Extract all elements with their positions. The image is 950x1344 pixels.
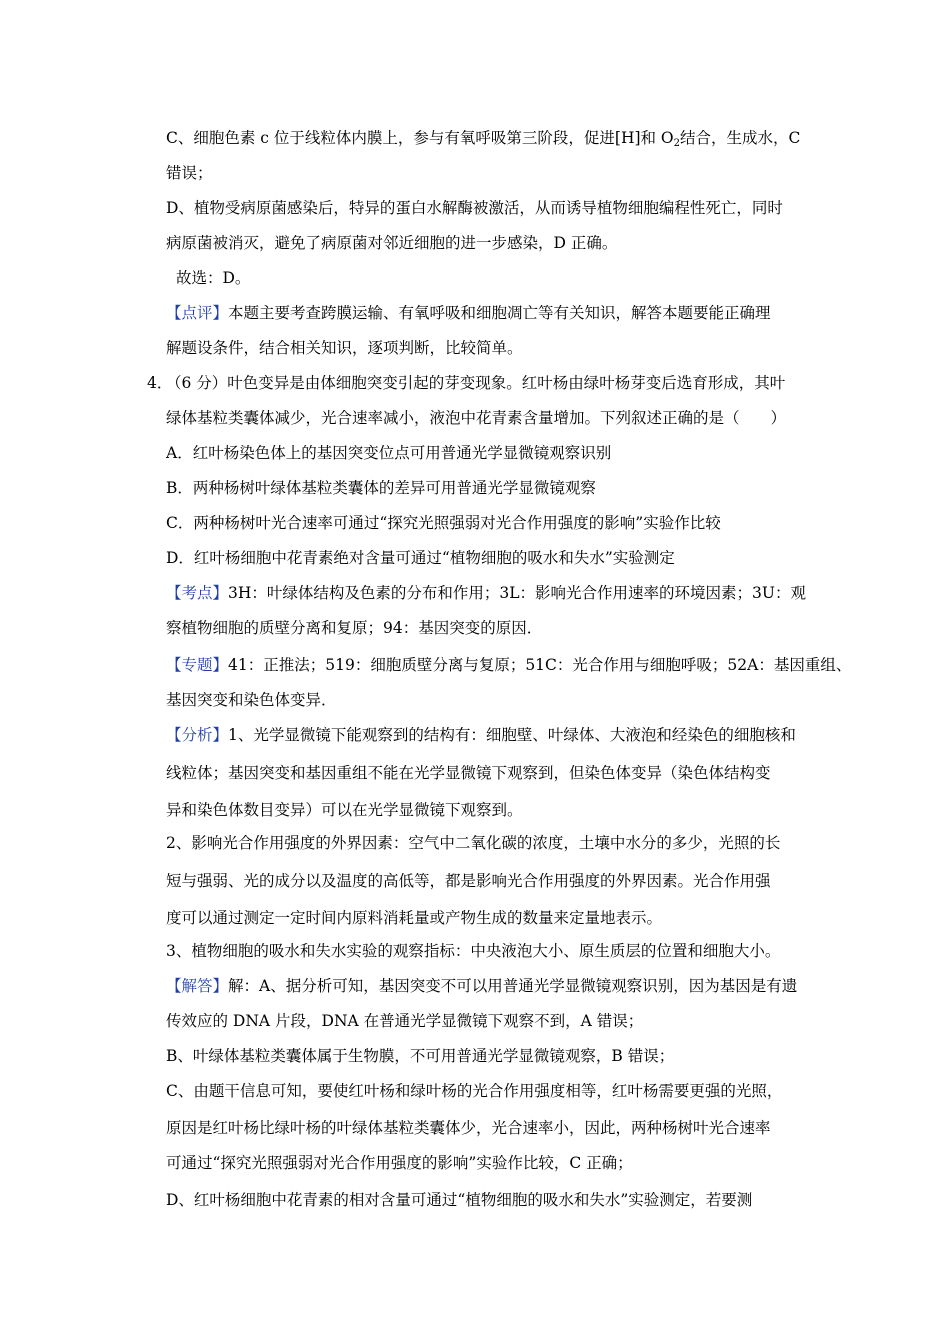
prev-option-c-line: C、细胞色素 c 位于线粒体内膜上，参与有氧呼吸第三阶段，促进[H]和 $O_2$结合，生成水，C: [166, 129, 801, 149]
fenxi-line-4: 2、影响光合作用强度的外界因素：空气中二氧化碳的浓度，土壤中水分的多少，光照的长: [166, 834, 781, 852]
zhuanti-line: 【专题】41：正推法；519：细胞质壁分离与复原；51C：光合作用与细胞呼吸；52A：基因重组、: [166, 656, 852, 674]
zhuanti-tag: 【专题】: [166, 656, 229, 674]
jieda-line-3: B、叶绿体基粒类囊体属于生物膜，不可用普通光学显微镜观察，B 错误；: [166, 1047, 675, 1065]
jieda-line-7: D、红叶杨细胞中花青素的相对含量可通过“植物细胞的吸水和失水”实验测定，若要测: [166, 1191, 753, 1209]
fenxi-line-7: 3、植物细胞的吸水和失水实验的观察指标：中央液泡大小、原生质层的位置和细胞大小。: [166, 942, 781, 960]
jieda-line-5: 原因是红叶杨比绿叶杨的叶绿体基粒类囊体少，光合速率小，因此，两种杨树叶光合速率: [166, 1119, 771, 1137]
kaodian-line: 【考点】3H：叶绿体结构及色素的分布和作用；3L：影响光合作用速率的环境因素；3U：观: [166, 584, 806, 602]
fenxi-line-6: 度可以通过测定一定时间内原料消耗量或产物生成的数量来定量地表示。: [166, 909, 663, 927]
jieda-tag: 【解答】: [166, 977, 229, 995]
prev-option-d-line: D、植物受病原菌感染后，特异的蛋白水解酶被激活，从而诱导植物细胞编程性死亡，同时: [166, 199, 783, 217]
subscript-2: 2: [673, 138, 681, 149]
option-a: A．红叶杨染色体上的基因突变位点可用普通光学显微镜观察识别: [166, 444, 612, 462]
kaodian-tag: 【考点】: [166, 584, 229, 602]
question-number: 4．: [147, 374, 173, 392]
prev-answer: 故选：D。: [176, 269, 251, 287]
jieda-line-6: 可通过“探究光照强弱对光合作用强度的影响”实验作比较，C 正确；: [166, 1154, 633, 1172]
jieda-line-2: 传效应的 DNA 片段，DNA 在普通光学显微镜下观察不到，A 错误；: [166, 1012, 644, 1030]
jieda-line: 【解答】解：A、据分析可知，基因突变不可以用普通光学显微镜观察识别，因为基因是有遗: [166, 977, 798, 995]
review-line-2: 解题设条件，结合相关知识，逐项判断，比较简单。: [166, 339, 523, 357]
question-stem: （6 分）叶色变异是由体细胞突变引起的芽变现象。红叶杨由绿叶杨芽变后选育形成，其叶: [166, 374, 786, 392]
fenxi-line-2: 线粒体；基因突变和基因重组不能在光学显微镜下观察到，但染色体变异（染色体结构变: [166, 764, 771, 782]
option-c: C．两种杨树叶光合速率可通过“探究光照强弱对光合作用强度的影响”实验作比较: [166, 514, 721, 532]
fenxi-tag: 【分析】: [166, 726, 229, 744]
prev-option-c-line-2: 错误；: [166, 164, 213, 182]
kaodian-line-2: 察植物细胞的质壁分离和复原；94：基因突变的原因．: [166, 619, 543, 637]
review-tag: 【点评】: [166, 304, 229, 322]
jieda-line-4: C、由题干信息可知，要使红叶杨和绿叶杨的光合作用强度相等，红叶杨需要更强的光照，: [166, 1082, 783, 1100]
prev-option-d-line-2: 病原菌被消灭，避免了病原菌对邻近细胞的进一步感染，D 正确。: [166, 234, 618, 252]
option-d: D．红叶杨细胞中花青素绝对含量可通过“植物细胞的吸水和失水”实验测定: [166, 549, 675, 567]
zhuanti-line-2: 基因突变和染色体变异．: [166, 691, 337, 709]
option-b: B．两种杨树叶绿体基粒类囊体的差异可用普通光学显微镜观察: [166, 479, 596, 497]
fenxi-line-3: 异和染色体数目变异）可以在光学显微镜下观察到。: [166, 801, 523, 819]
review-line: 【点评】本题主要考查跨膜运输、有氧呼吸和细胞凋亡等有关知识，解答本题要能正确理: [166, 304, 771, 322]
fenxi-line: 【分析】1、光学显微镜下能观察到的结构有：细胞壁、叶绿体、大液泡和经染色的细胞核和: [166, 726, 796, 744]
question-stem-2: 绿体基粒类囊体减少，光合速率减小，液泡中花青素含量增加。下列叙述正确的是（ ）: [166, 409, 787, 427]
fenxi-line-5: 短与强弱、光的成分以及温度的高低等，都是影响光合作用强度的外界因素。光合作用强: [166, 872, 771, 890]
